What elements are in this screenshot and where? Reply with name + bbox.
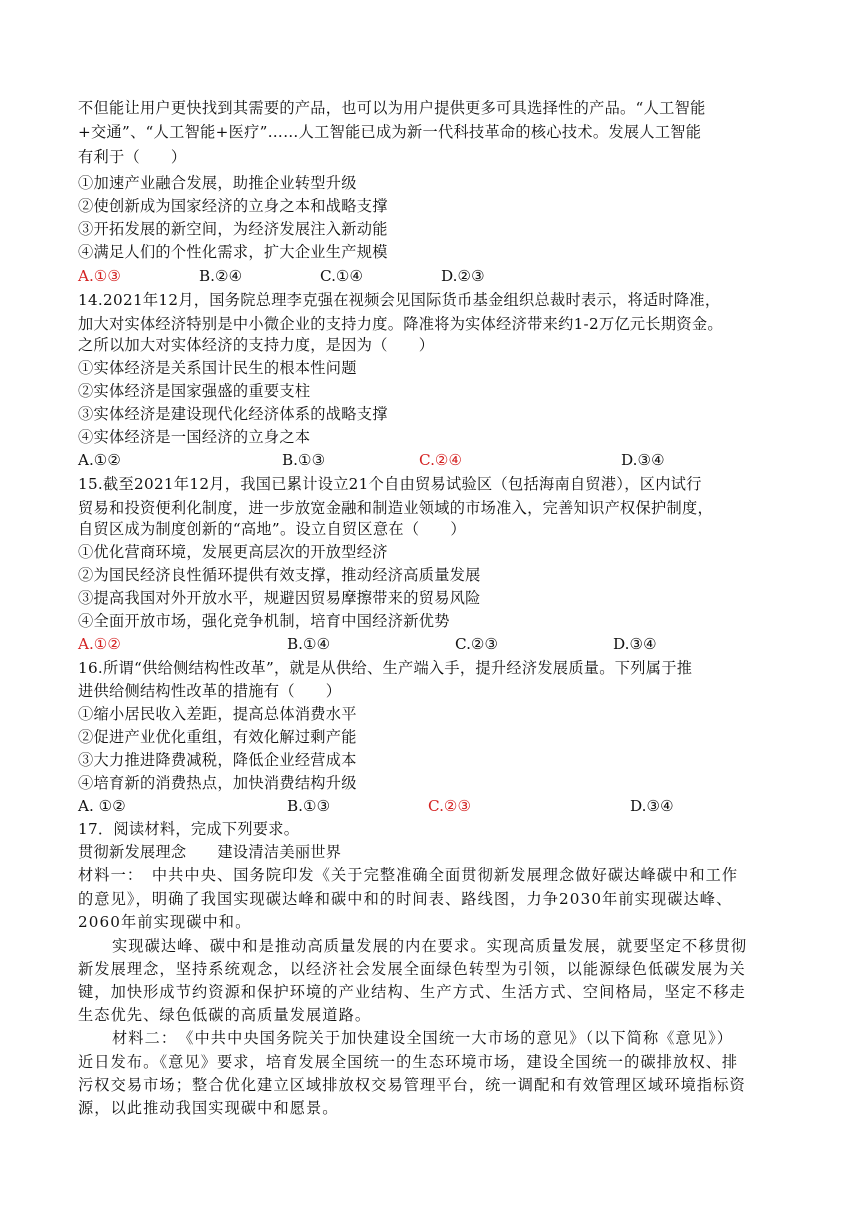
q14-stem-line-3: 之所以加大对实体经济的支持力度，是因为（ ） [78,336,435,354]
q14-statement-3: ③实体经济是建设现代化经济体系的战略支撑 [78,405,388,423]
q13-option-a-answer: A.①③ [78,267,122,285]
q16-statement-2: ②促进产业优化重组，有效化解过剩产能 [78,728,357,746]
q13-option-b: B.②④ [199,267,243,285]
q13-stem-line-3: 有利于（ ） [78,148,187,166]
q13-statement-4: ④满足人们的个性化需求，扩大企业生产规模 [78,243,388,261]
q15-statement-4: ④全面开放市场，强化竞争机制，培育中国经济新优势 [78,612,450,630]
material1-line-1: 材料一： 中共中央、国务院印发《关于完整准确全面贯彻新发展理念做好碳达峰碳中和工作 [78,866,739,884]
q13-statement-2: ②使创新成为国家经济的立身之本和战略支撑 [78,197,388,215]
q14-statement-2: ②实体经济是国家强盛的重要支柱 [78,382,311,400]
q14-stem-line-2: 加大对实体经济特别是中小微企业的支持力度。降准将为实体经济带来约1-2万亿元长期资金。 [78,315,723,333]
q14-statement-1: ①实体经济是关系国计民生的根本性问题 [78,359,357,377]
q15-statement-2: ②为国民经济良性循环提供有效支撑，推动经济高质量发展 [78,566,481,584]
material2-line-3: 污权交易市场；整合优化建立区域排放权交易管理平台，统一调配和有效管理区域环境指标资 [78,1076,746,1094]
material1-paragraph-2-line-3: 键，加快形成节约资源和保护环境的产业结构、生产方式、生活方式、空间格局，坚定不移走 [78,983,746,1001]
material1-line-2: 的意见》，明确了我国实现碳达峰和碳中和的时间表、路线图，力争2030年前实现碳达峰、 [78,890,733,908]
q15-stem-line-3: 自贸区成为制度创新的“高地”。设立自贸区意在（ ） [78,520,466,538]
q14-option-d: D.③④ [621,451,665,469]
q15-option-a-answer: A.①② [78,635,122,653]
q15-statement-3: ③提高我国对外开放水平，规避因贸易摩擦带来的贸易风险 [78,589,481,607]
q16-option-d: D.③④ [630,797,674,815]
q17-subtitle: 贯彻新发展理念 建设清洁美丽世界 [78,843,342,861]
q16-statement-3: ③大力推进降费减税，降低企业经营成本 [78,751,357,769]
material2-line-2: 近日发布。《意见》要求，培育发展全国统一的生态环境市场，建设全国统一的碳排放权、排 [78,1053,739,1071]
q15-stem-line-1: 15.截至2021年12月，我国已累计设立21个自由贸易试验区（包括海南自贸港），区内试行 [78,475,702,493]
q15-stem-line-2: 贸易和投资便利化制度，进一步放宽金融和制造业领域的市场准入，完善知识产权保护制度， [78,499,713,517]
q16-option-b: B.①③ [287,797,331,815]
q15-statement-1: ①优化营商环境，发展更高层次的开放型经济 [78,543,388,561]
q16-statement-4: ④培育新的消费热点，加快消费结构升级 [78,774,357,792]
material2-line-4: 源，以此推动我国实现碳中和愿景。 [78,1099,339,1117]
q15-option-d: D.③④ [613,635,657,653]
q14-statement-4: ④实体经济是一国经济的立身之本 [78,428,311,446]
material1-line-3: 2060年前实现碳中和。 [78,913,252,931]
q15-option-b: B.①④ [287,635,331,653]
material1-paragraph-2-line-1: 实现碳达峰、碳中和是推动高质量发展的内在要求。实现高质量发展，就要坚定不移贯彻 [112,937,748,955]
q13-stem-line-1: 不但能让用户更快找到其需要的产品，也可以为用户提供更多可具选择性的产品。“人工智能 [78,99,706,117]
q13-option-d: D.②③ [441,267,485,285]
q16-option-a: A. ①② [78,797,126,815]
material1-paragraph-2-line-4: 生态优先、绿色低碳的高质量发展道路。 [78,1006,372,1024]
q16-option-c-answer: C.②③ [428,797,472,815]
q13-statement-3: ③开拓发展的新空间，为经济发展注入新动能 [78,220,388,238]
q13-stem-line-2: +交通”、“人工智能+医疗”……人工智能已成为新一代科技革命的核心技术。发展人工智能 [78,123,702,141]
q14-option-c-answer: C.②④ [419,451,463,469]
q15-option-c: C.②③ [455,635,499,653]
q14-option-a: A.①② [78,451,122,469]
q13-option-c: C.①④ [320,267,364,285]
q16-statement-1: ①缩小居民收入差距，提高总体消费水平 [78,705,357,723]
q14-stem-line-1: 14.2021年12月，国务院总理李克强在视频会见国际货币基金组织总裁时表示，将适时降准， [78,291,721,309]
material2-line-1: 材料二： 《中共中央国务院关于加快建设全国统一大市场的意见》（以下简称《意见》） [112,1029,734,1047]
q16-stem-line-1: 16.所谓“供给侧结构性改革”，就是从供给、生产端入手，提升经济发展质量。下列属于推 [78,659,693,677]
q17-title: 17．阅读材料，完成下列要求。 [78,820,300,838]
q13-statement-1: ①加速产业融合发展，助推企业转型升级 [78,174,357,192]
material1-paragraph-2-line-2: 新发展理念，坚持系统观念，以经济社会发展全面绿色转型为引领，以能源绿色低碳发展为关 [78,960,746,978]
q16-stem-line-2: 进供给侧结构性改革的措施有（ ） [78,682,342,700]
q14-option-b: B.①③ [282,451,326,469]
